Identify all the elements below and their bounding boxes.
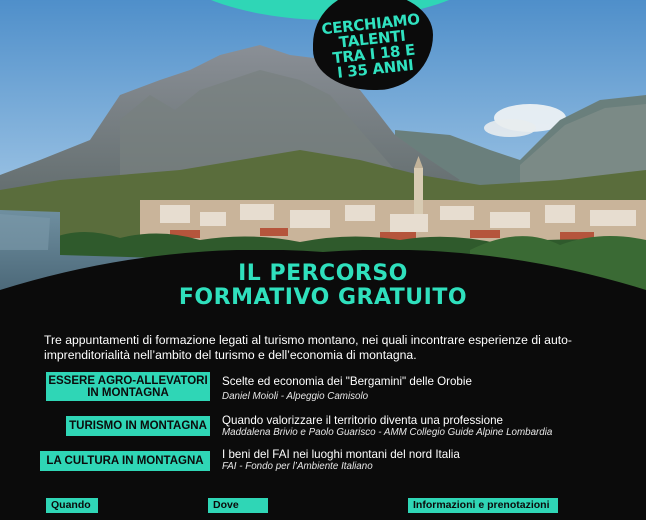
module-label: LA CULTURA IN MONTAGNA <box>40 451 210 471</box>
module-row <box>0 448 646 484</box>
module-label: TURISMO IN MONTAGNA <box>66 416 210 436</box>
module-speakers: Maddalena Brivio e Paolo Guarisco - AMM Collegio Guide Alpine Lombardia <box>222 427 553 438</box>
module-speakers: Daniel Moioli - Alpeggio Camisolo <box>222 391 369 402</box>
module-row <box>0 414 646 450</box>
module-title: Scelte ed economia dei "Bergamini" delle Orobie <box>222 375 472 388</box>
when-label: Quando <box>46 498 98 513</box>
module-speakers: FAI - Fondo per l’Ambiente Italiano <box>222 461 373 472</box>
intro-text: Tre appuntamenti di formazione legati al turismo montano, nei quali incontrare esperienze di auto-imprenditorialità nell’ambito del turismo e dell’economia di montagna. <box>44 333 572 362</box>
module-label: ESSERE AGRO-ALLEVATORI IN MONTAGNA <box>46 372 210 401</box>
module-title: I beni del FAI nei luoghi montani del nord Italia <box>222 448 460 461</box>
page-title: IL PERCORSO FORMATIVO GRATUITO <box>178 261 468 310</box>
module-row <box>0 372 646 408</box>
where-label: Dove <box>208 498 268 513</box>
info-label: Informazioni e prenotazioni <box>408 498 558 513</box>
age-badge-text: CERCHIAMO TALENTI TRA I 18 E I 35 ANNI <box>320 10 421 82</box>
module-title: Quando valorizzare il territorio diventa una professione <box>222 414 503 427</box>
